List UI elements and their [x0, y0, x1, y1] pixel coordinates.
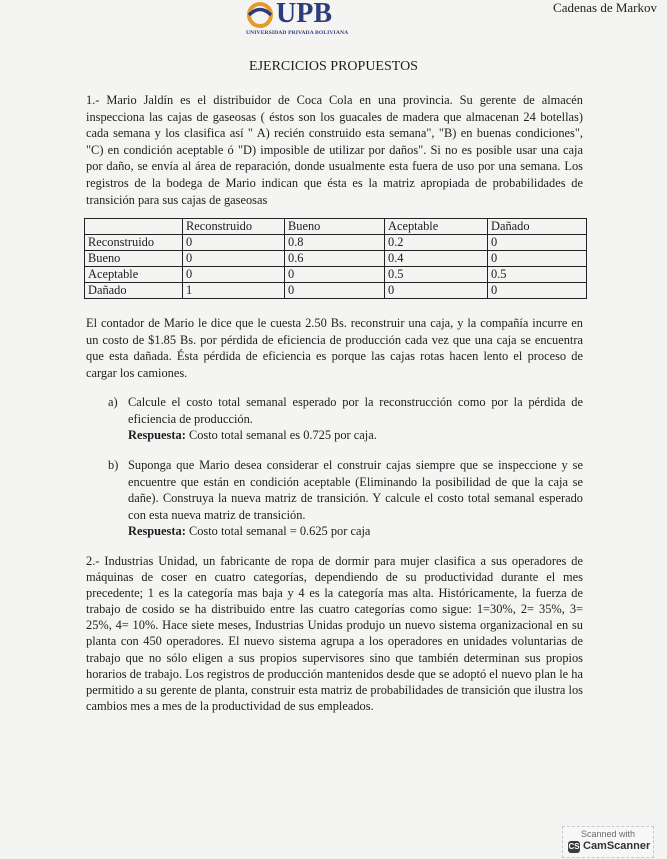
table-cell: 1 — [183, 283, 285, 299]
transition-matrix-table — [84, 218, 587, 299]
table-row — [85, 267, 587, 283]
table-header-cell: Reconstruido — [183, 219, 285, 235]
row-label-cell: Reconstruido — [85, 235, 183, 251]
table-cell: 0 — [183, 235, 285, 251]
table-cell — [85, 219, 183, 235]
table-header-cell: Bueno — [285, 219, 385, 235]
watermark-caption: Scanned with — [580, 829, 636, 839]
table-cell: 0.4 — [385, 251, 488, 267]
answer-label: Respuesta: — [128, 524, 186, 539]
table-cell: 0.5 — [488, 267, 587, 283]
question-text: Suponga que Mario desea considerar el construir cajas siempre que se inspeccione y se encuentre que están en condición aceptable (Eliminando la posibilidad de que la caja se dañe). Construya la nueva matriz de transición. Y calcule el costo total semanal esperado con esta nueva matriz de transición. — [128, 458, 583, 522]
table-header-row — [85, 219, 587, 235]
table-row — [85, 251, 587, 267]
answer-text: Costo total semanal = 0.625 por caja — [188, 524, 371, 539]
answer-label: Respuesta: — [128, 428, 186, 443]
question-b — [108, 457, 583, 540]
problem-2-statement: 2.- Industrias Unidad, un fabricante de ropa de dormir para mujer clasifica a sus operadores de máquinas de coser en cuatro categorías, dependiendo de su productividad durante el mes precedente; 1 es la categoría mas baja y 4 es la categoría mas alta. Históricamente, la fuerza de trabajo de cosido se ha distribuido entre las cuatro categorías como sigue: 1=30%, 2= 35%, 3= 25%, 4= 10%. Hace siete meses, Industrias Unidas produjo un nuevo sistema organizacional en su planta con 450 operadores. El nuevo sistema agrupa a los operadores en unidades voluntarias de trabajo que no sólo eligen a sus propios supervisores sino que también determinan sus propios horarios de trabajo. Los registros de producción mantenidos desde que se adoptó el nuevo plan le ha permitido a su gerente de planta, construir esta matriz de probabilidades de transición que ilustra los cambios mes a mes de la productividad de sus empleados. — [86, 554, 583, 713]
table-cell: 0 — [285, 283, 385, 299]
camscanner-watermark — [562, 826, 654, 858]
question-body — [128, 394, 583, 444]
table-cell: 0.5 — [385, 267, 488, 283]
answer-text: Costo total semanal es 0.725 por caja. — [188, 428, 377, 443]
logo-subtitle: UNIVERSIDAD PRIVADA BOLIVIANA — [246, 30, 349, 36]
question-marker: b) — [108, 458, 119, 472]
upb-logo — [246, 0, 358, 40]
table-cell: 0 — [488, 251, 587, 267]
problem-1-statement: 1.- Mario Jaldín es el distribuidor de Coca Cola en una provincia. Su gerente de almacén inspecciona las cajas de gaseosas ( éstos son los guacales de madera que almacenan 24 botellas) cada semana y los clasifica así " A) recién construido esta semana", "B) en buenas condiciones", "C) en condición aceptable ó "D) imposible de utilizar por daños". Si no es posible usar una caja por daño, se envía al área de reparación, donde usualmente esta fuera de uso por una semana. Los registros de la bodega de Mario indican que ésta es la matriz apropiada de probabilidades de transición para sus cajas de gaseosas — [86, 93, 583, 207]
row-label-cell: Aceptable — [85, 267, 183, 283]
cost-paragraph: El contador de Mario le dice que le cuesta 2.50 Bs. reconstruir una caja, y la compañía incurre en un costo de $1.85 Bs. por pérdida de eficiencia de producción cada vez que una caja se encuentra que esta dañada. Ésta pérdida de eficiencia es porque las cajas rotas hacen lento el proceso de cargar los camiones. — [86, 316, 583, 380]
table-header-cell: Dañado — [488, 219, 587, 235]
table-cell: 0 — [183, 267, 285, 283]
table-row — [85, 235, 587, 251]
table-cell: 0 — [488, 235, 587, 251]
logo-text: UPB — [276, 0, 332, 29]
question-a — [108, 394, 583, 444]
table-cell: 0.6 — [285, 251, 385, 267]
table-cell: 0 — [183, 251, 285, 267]
table-cell: 0.2 — [385, 235, 488, 251]
question-body — [128, 457, 583, 540]
upb-emblem-icon — [246, 2, 274, 28]
table-cell: 0.8 — [285, 235, 385, 251]
watermark-brand: CamScanner — [583, 840, 651, 852]
row-label-cell: Bueno — [85, 251, 183, 267]
table-cell: 0 — [488, 283, 587, 299]
table-row — [85, 283, 587, 299]
table-header-cell: Aceptable — [385, 219, 488, 235]
row-label-cell: Dañado — [85, 283, 183, 299]
camscanner-logo-icon: CS — [568, 842, 580, 851]
table-cell: 0 — [385, 283, 488, 299]
table-cell: 0 — [285, 267, 385, 283]
page-title: EJERCICIOS PROPUESTOS — [249, 59, 418, 74]
question-marker: a) — [108, 395, 118, 409]
question-text: Calcule el costo total semanal esperado por la reconstrucción como por la pérdida de eficiencia de producción. — [128, 395, 583, 426]
topic-header: Cadenas de Markov — [553, 0, 657, 15]
